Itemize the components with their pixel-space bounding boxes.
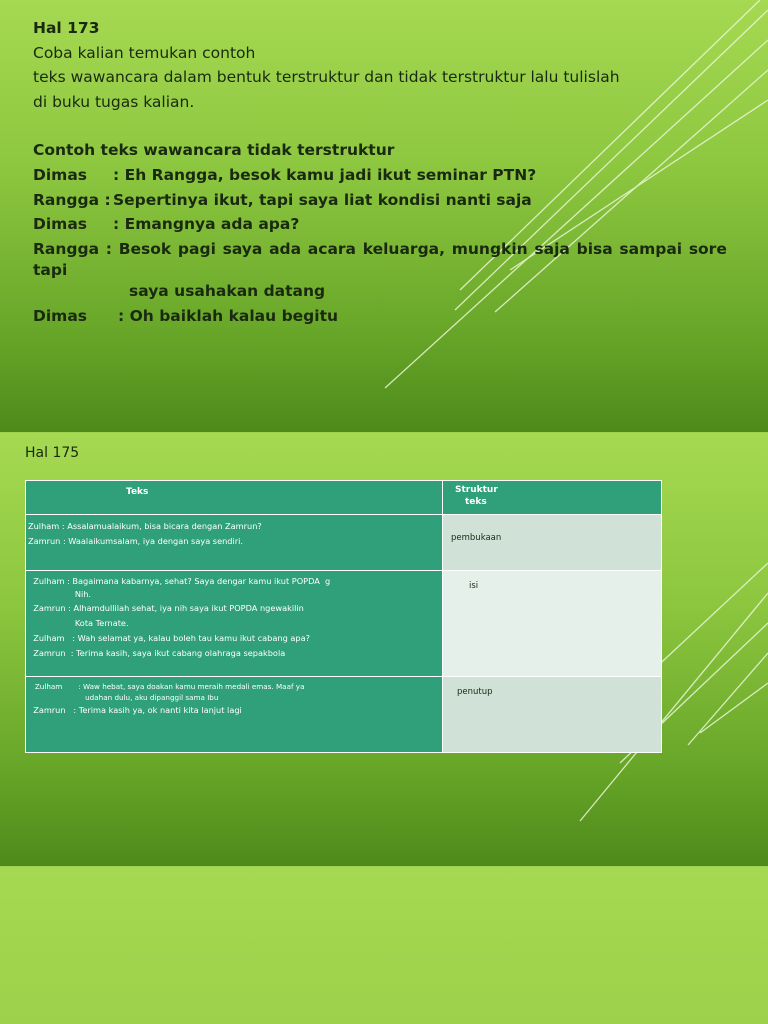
instruction-line: di buku tugas kalian. — [33, 92, 195, 111]
speaker: Dimas — [33, 165, 88, 184]
header-teks: Teks — [26, 481, 443, 515]
instruction-line: teks wawancara dalam bentuk terstruktur dan tidak terstruktur lalu tulislah — [33, 68, 620, 87]
table-header-row — [26, 481, 662, 515]
continued-utterance: saya usahakan datang — [129, 282, 326, 301]
struktur-cell: isi — [443, 571, 662, 677]
teks-cell: Zulham : Waw hebat, saya doakan kamu meraih medali emas. Maaf ya udahan dulu, aku dipanggil sama Ibu Zamrun : Terima kasih ya, ok nanti kita lanjut lagi — [26, 677, 443, 753]
dialog-line — [33, 212, 727, 237]
dialog-line — [33, 304, 727, 329]
struktur-cell: pembukaan — [443, 515, 662, 571]
page-ref: Hal 175 — [25, 445, 80, 461]
instruction-line: Coba kalian temukan contoh — [33, 43, 256, 62]
dialog-line — [33, 188, 727, 213]
separator: : — [113, 215, 120, 234]
teks-cell: Zulham : Bagaimana kabarnya, sehat? Saya dengar kamu ikut POPDA g Nih. Zamrun : Alhamdullilah sehat, iya nih saya ikut POPDA ngewakilin Kota Ternate. Zulham : Wah selamat ya, kalau boleh tau kamu ikut cabang apa? Zamrun : Terima kasih, saya ikut cabang olahraga sepakbola — [26, 571, 443, 677]
slide-hal-175 — [0, 433, 768, 866]
utterance: Oh baiklah kalau begitu — [129, 306, 339, 325]
table-row — [26, 515, 662, 571]
utterance: Eh Rangga, besok kamu jadi ikut seminar PTN? — [124, 165, 537, 184]
utterance: Emangnya ada apa? — [124, 215, 300, 234]
speaker: Rangga : — [33, 190, 111, 209]
table-row — [26, 571, 662, 677]
slide-hal-173 — [0, 0, 768, 432]
utterance: Sepertinya ikut, tapi saya liat kondisi nanti saja — [113, 190, 532, 209]
separator: : — [118, 306, 125, 325]
table-row — [26, 677, 662, 753]
slide1-content — [33, 16, 727, 329]
teks-cell: Zulham : Assalamualaikum, bisa bicara dengan Zamrun? Zamrun : Waalaikumsalam, iya dengan saya sendiri. — [26, 515, 443, 571]
structure-table — [25, 480, 662, 753]
struktur-cell: penutup — [443, 677, 662, 753]
separator: : — [113, 165, 120, 184]
slide-blank — [0, 867, 768, 1024]
example-title: Contoh teks wawancara tidak terstruktur — [33, 141, 395, 160]
dialog-line — [33, 163, 727, 188]
dialog-line-justified: Rangga : Besok pagi saya ada acara keluarga, mungkin saja bisa sampai sore — [33, 239, 727, 258]
speaker: Dimas — [33, 306, 88, 325]
wrapped-word: tapi — [33, 261, 68, 280]
page-ref: Hal 173 — [33, 19, 100, 37]
header-struktur: Struktur teks — [443, 481, 662, 515]
speaker: Dimas — [33, 215, 88, 234]
